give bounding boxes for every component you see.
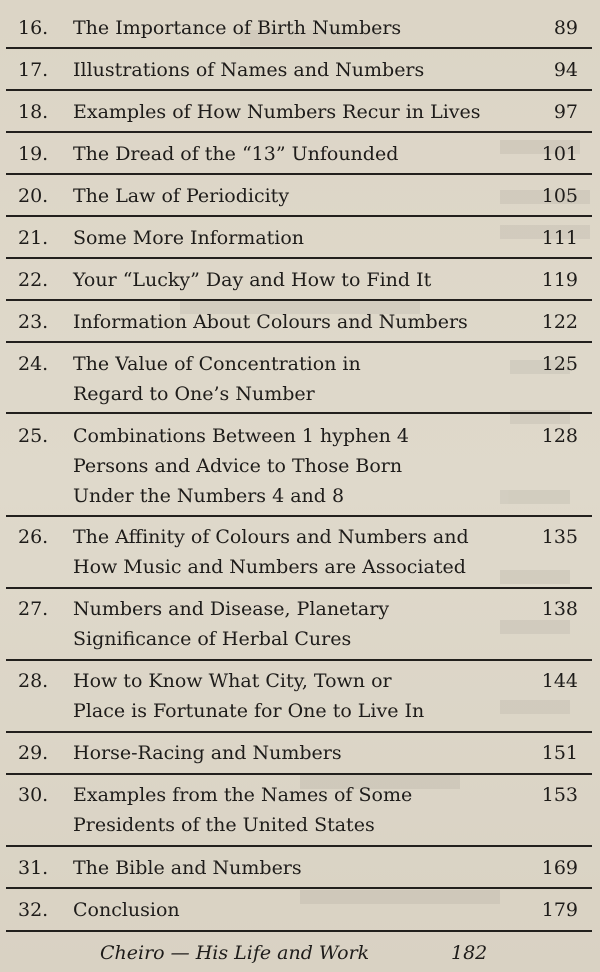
page-number: 111 [541, 227, 578, 249]
chapter-number: 20. [18, 185, 49, 207]
rule [6, 257, 592, 259]
chapter-number: 23. [18, 311, 49, 333]
chapter-title [73, 522, 503, 582]
title-line: Persons and Advice to Those Born [73, 455, 403, 477]
chapter-title [73, 223, 503, 253]
rule [6, 131, 592, 133]
title-line: The Value of Concentration in [73, 353, 361, 375]
chapter-number: 18. [18, 101, 49, 123]
chapter-number: 25. [18, 425, 49, 447]
chapter-title [73, 421, 503, 511]
rule [6, 659, 592, 661]
chapter-number: 27. [18, 598, 49, 620]
page-number: 101 [541, 143, 578, 165]
running-footer [0, 938, 600, 968]
title-line: Place is Fortunate for One to Live In [73, 700, 425, 722]
chapter-number: 29. [18, 742, 49, 764]
title-line: Conclusion [73, 899, 180, 921]
footer-book-title: Cheiro — His Life and Work [100, 942, 370, 964]
title-line: Examples from the Names of Some [73, 784, 413, 806]
title-line: Significance of Herbal Cures [73, 628, 352, 650]
page-number: 169 [541, 857, 578, 879]
chapter-number: 28. [18, 670, 49, 692]
page-number: 94 [553, 59, 578, 81]
chapter-title [73, 594, 503, 654]
chapter-number: 22. [18, 269, 49, 291]
chapter-title [73, 139, 503, 169]
title-line: Horse-Racing and Numbers [73, 742, 342, 764]
page-number: 144 [541, 670, 578, 692]
page-number: 179 [541, 899, 578, 921]
chapter-title [73, 895, 503, 925]
page-number: 105 [541, 185, 578, 207]
title-line: Combinations Between 1 hyphen 4 [73, 425, 409, 447]
title-line: Illustrations of Names and Numbers [73, 59, 425, 81]
chapter-number: 19. [18, 143, 49, 165]
footer-page-number: 182 [451, 942, 488, 964]
rule [6, 731, 592, 733]
title-line: The Importance of Birth Numbers [73, 17, 402, 39]
chapter-title [73, 780, 503, 840]
chapter-number: 21. [18, 227, 49, 249]
title-line: Regard to One’s Number [73, 383, 315, 405]
chapter-number: 31. [18, 857, 49, 879]
rule [6, 412, 592, 414]
chapter-title [73, 349, 503, 409]
rule [6, 299, 592, 301]
title-line: The Affinity of Colours and Numbers and [73, 526, 469, 548]
chapter-title [73, 181, 503, 211]
page-number: 138 [541, 598, 578, 620]
title-line: How to Know What City, Town or [73, 670, 392, 692]
title-line: The Bible and Numbers [73, 857, 302, 879]
rule [6, 47, 592, 49]
chapter-number: 26. [18, 526, 49, 548]
chapter-title [73, 265, 503, 295]
page-number: 122 [541, 311, 578, 333]
chapter-title [73, 853, 503, 883]
rule [6, 773, 592, 775]
rule [6, 515, 592, 517]
chapter-title [73, 13, 503, 43]
title-line: Presidents of the United States [73, 814, 375, 836]
chapter-number: 30. [18, 784, 49, 806]
title-line: The Law of Periodicity [73, 185, 290, 207]
rule [6, 215, 592, 217]
rule [6, 587, 592, 589]
page-number: 89 [553, 17, 578, 39]
page-number: 125 [541, 353, 578, 375]
chapter-title [73, 55, 503, 85]
rule [6, 173, 592, 175]
rule [6, 930, 592, 932]
page-number: 151 [541, 742, 578, 764]
chapter-number: 32. [18, 899, 49, 921]
title-line: How Music and Numbers are Associated [73, 556, 466, 578]
title-line: The Dread of the “13” Unfounded [73, 143, 399, 165]
page-number: 135 [541, 526, 578, 548]
title-line: Examples of How Numbers Recur in Lives [73, 101, 481, 123]
rule [6, 341, 592, 343]
page-number: 97 [553, 101, 578, 123]
title-line: Some More Information [73, 227, 305, 249]
page-number: 128 [541, 425, 578, 447]
title-line: Under the Numbers 4 and 8 [73, 485, 345, 507]
title-line: Information About Colours and Numbers [73, 311, 468, 333]
title-line: Your “Lucky” Day and How to Find It [73, 269, 432, 291]
chapter-title [73, 307, 503, 337]
page-number: 119 [541, 269, 578, 291]
rule [6, 89, 592, 91]
rule [6, 887, 592, 889]
page-number: 153 [541, 784, 578, 806]
chapter-title [73, 738, 503, 768]
rule [6, 845, 592, 847]
title-line: Numbers and Disease, Planetary [73, 598, 390, 620]
chapter-number: 17. [18, 59, 49, 81]
chapter-number: 16. [18, 17, 49, 39]
chapter-title [73, 666, 503, 726]
chapter-number: 24. [18, 353, 49, 375]
chapter-title [73, 97, 503, 127]
